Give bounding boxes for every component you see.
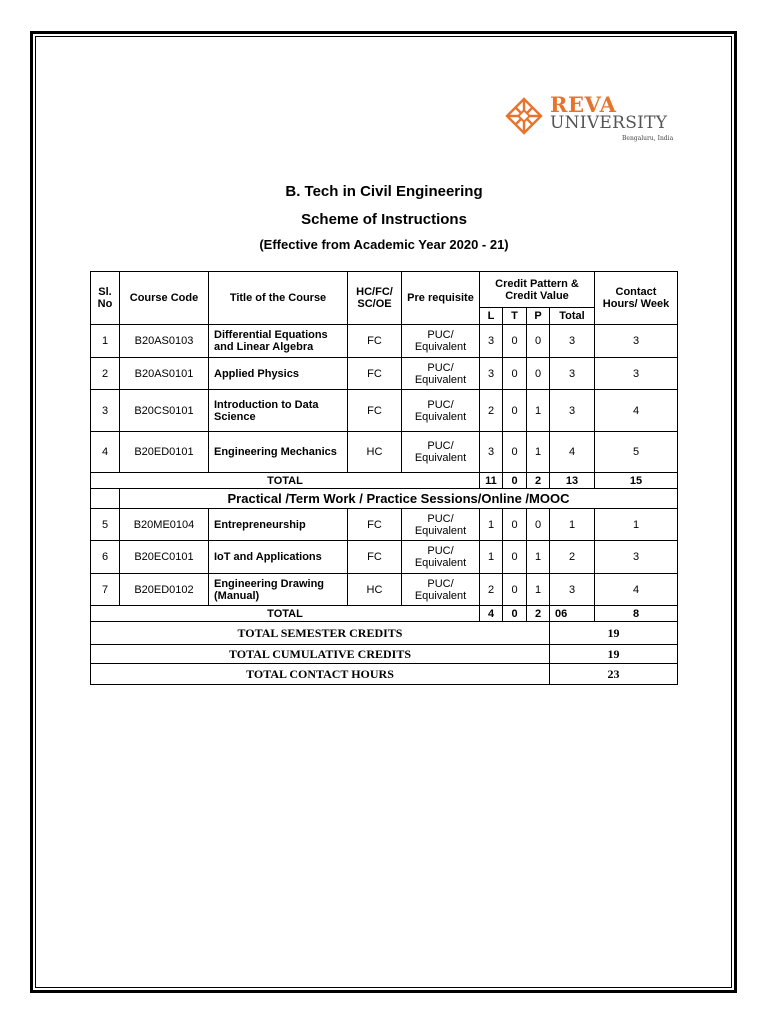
cell-contact: 1	[595, 509, 678, 541]
cell-contact: 3	[595, 358, 678, 390]
total-row	[91, 473, 678, 489]
cell-contact: 4	[595, 390, 678, 432]
cell-l: 3	[480, 325, 503, 358]
table-row	[91, 432, 678, 473]
summary-row	[91, 622, 678, 645]
cell-prereq: PUC/ Equivalent	[402, 541, 480, 574]
cell-contact: 4	[595, 574, 678, 606]
table-row	[91, 325, 678, 358]
cell-title: Applied Physics	[209, 358, 348, 390]
total-contact: 8	[595, 606, 678, 622]
header-type: HC/FC/ SC/OE	[348, 272, 402, 325]
section-row	[91, 489, 678, 509]
cell-code: B20CS0101	[120, 390, 209, 432]
cell-total: 1	[550, 509, 595, 541]
cell-total: 4	[550, 432, 595, 473]
logo-subtitle-text: UNIVERSITY	[550, 113, 668, 133]
cell-type: FC	[348, 325, 402, 358]
cell-sl: 5	[91, 509, 120, 541]
cell-title: Engineering Mechanics	[209, 432, 348, 473]
cell-p: 1	[527, 432, 550, 473]
cell-l: 2	[480, 390, 503, 432]
cell-code: B20ED0101	[120, 432, 209, 473]
summary-value: 23	[550, 664, 678, 685]
total-contact: 15	[595, 473, 678, 489]
cell-prereq: PUC/ Equivalent	[402, 358, 480, 390]
cell-prereq: PUC/ Equivalent	[402, 432, 480, 473]
scheme-table	[90, 271, 678, 685]
cell-total: 3	[550, 358, 595, 390]
logo-knot-icon	[504, 96, 544, 136]
cell-total: 3	[550, 325, 595, 358]
cell-total: 2	[550, 541, 595, 574]
cell-l: 3	[480, 358, 503, 390]
cell-type: HC	[348, 432, 402, 473]
effective-year: (Effective from Academic Year 2020 - 21)	[259, 237, 509, 252]
cell-sl: 4	[91, 432, 120, 473]
total-label: TOTAL	[91, 606, 480, 622]
cell-t: 0	[503, 432, 527, 473]
summary-label: TOTAL CUMULATIVE CREDITS	[91, 645, 550, 664]
section-heading: Practical /Term Work / Practice Sessions/Online /MOOC	[120, 489, 678, 509]
cell-p: 0	[527, 358, 550, 390]
cell-sl: 2	[91, 358, 120, 390]
cell-prereq: PUC/ Equivalent	[402, 390, 480, 432]
cell-prereq: PUC/ Equivalent	[402, 325, 480, 358]
university-logo	[504, 92, 684, 146]
total-l: 11	[480, 473, 503, 489]
cell-t: 0	[503, 358, 527, 390]
cell-sl: 6	[91, 541, 120, 574]
table-row	[91, 541, 678, 574]
cell-l: 1	[480, 509, 503, 541]
total-credits: 06	[550, 606, 595, 622]
cell-title: Differential Equations and Linear Algebra	[209, 325, 348, 358]
cell-t: 0	[503, 390, 527, 432]
header-l: L	[480, 308, 503, 325]
cell-t: 0	[503, 574, 527, 606]
cell-prereq: PUC/ Equivalent	[402, 509, 480, 541]
cell-type: FC	[348, 509, 402, 541]
cell-p: 0	[527, 325, 550, 358]
cell-prereq: PUC/ Equivalent	[402, 574, 480, 606]
cell-l: 1	[480, 541, 503, 574]
total-p: 2	[527, 606, 550, 622]
cell-code: B20AS0101	[120, 358, 209, 390]
logo-brand-text: REVA	[550, 92, 617, 117]
cell-p: 0	[527, 509, 550, 541]
cell-p: 1	[527, 541, 550, 574]
table-row	[91, 358, 678, 390]
header-contact-hours: Contact Hours/ Week	[595, 272, 678, 325]
header-title: Title of the Course	[209, 272, 348, 325]
cell-title: Engineering Drawing (Manual)	[209, 574, 348, 606]
total-p: 2	[527, 473, 550, 489]
cell-t: 0	[503, 509, 527, 541]
header-row	[91, 272, 678, 308]
total-row	[91, 606, 678, 622]
section-spacer	[91, 489, 120, 509]
cell-sl: 7	[91, 574, 120, 606]
cell-code: B20EC0101	[120, 541, 209, 574]
header-credit-pattern: Credit Pattern & Credit Value	[480, 272, 595, 308]
cell-type: FC	[348, 390, 402, 432]
summary-value: 19	[550, 645, 678, 664]
cell-total: 3	[550, 390, 595, 432]
header-sl-no: Sl. No	[91, 272, 120, 325]
cell-title: IoT and Applications	[209, 541, 348, 574]
cell-t: 0	[503, 541, 527, 574]
cell-type: FC	[348, 358, 402, 390]
cell-title: Introduction to Data Science	[209, 390, 348, 432]
summary-row	[91, 645, 678, 664]
cell-t: 0	[503, 325, 527, 358]
table-row	[91, 574, 678, 606]
cell-code: B20AS0103	[120, 325, 209, 358]
total-l: 4	[480, 606, 503, 622]
summary-label: TOTAL SEMESTER CREDITS	[91, 622, 550, 645]
cell-type: HC	[348, 574, 402, 606]
cell-contact: 3	[595, 325, 678, 358]
table-row	[91, 390, 678, 432]
total-t: 0	[503, 473, 527, 489]
cell-sl: 3	[91, 390, 120, 432]
cell-contact: 3	[595, 541, 678, 574]
cell-sl: 1	[91, 325, 120, 358]
cell-title: Entrepreneurship	[209, 509, 348, 541]
cell-l: 2	[480, 574, 503, 606]
summary-value: 19	[550, 622, 678, 645]
cell-p: 1	[527, 390, 550, 432]
cell-l: 3	[480, 432, 503, 473]
header-course-code: Course Code	[120, 272, 209, 325]
header-prerequisite: Pre requisite	[402, 272, 480, 325]
summary-label: TOTAL CONTACT HOURS	[91, 664, 550, 685]
cell-p: 1	[527, 574, 550, 606]
logo-location-text: Bengaluru, India	[622, 135, 674, 142]
summary-row	[91, 664, 678, 685]
cell-total: 3	[550, 574, 595, 606]
header-p: P	[527, 308, 550, 325]
total-label: TOTAL	[91, 473, 480, 489]
header-total: Total	[550, 308, 595, 325]
cell-contact: 5	[595, 432, 678, 473]
cell-code: B20ME0104	[120, 509, 209, 541]
cell-code: B20ED0102	[120, 574, 209, 606]
page-subtitle: Scheme of Instructions	[301, 211, 467, 228]
total-t: 0	[503, 606, 527, 622]
table-row	[91, 509, 678, 541]
page-title: B. Tech in Civil Engineering	[285, 183, 483, 200]
cell-type: FC	[348, 541, 402, 574]
total-credits: 13	[550, 473, 595, 489]
header-t: T	[503, 308, 527, 325]
